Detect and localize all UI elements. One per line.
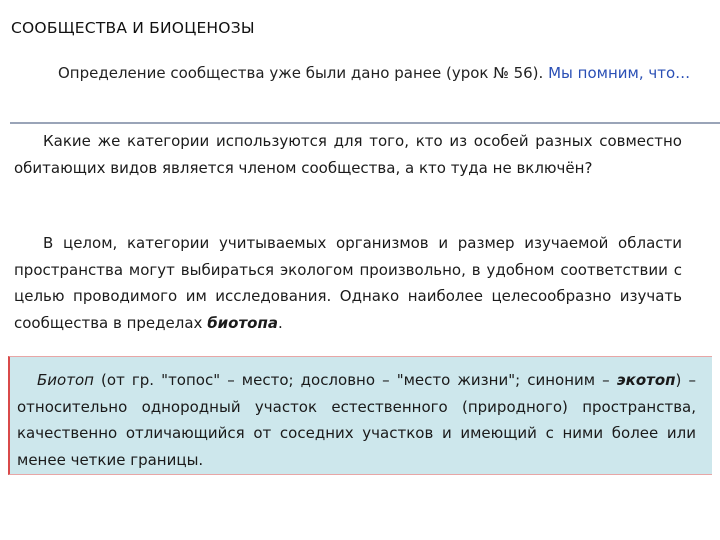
scope-end: . <box>277 313 283 332</box>
definition-part2: ) – относительно однородный участок естественного (природного) пространства, качественно отличающийся от соседних участков и имеющий с ними более или менее четкие границы. <box>17 371 696 469</box>
slide-title: СООБЩЕСТВА И БИОЦЕНОЗЫ <box>11 19 255 37</box>
definition-part1: (от гр. "топос" – место; дословно – "место жизни"; синоним – <box>101 371 610 389</box>
definition-synonym: экотоп <box>616 371 676 389</box>
intro-paragraph <box>14 60 704 86</box>
definition-term: Биотоп <box>37 371 94 389</box>
question-text: Какие же категории используются для того, кто из особей разных совместно обитающих видов является членом сообщества, а кто туда не включён? <box>14 132 682 177</box>
scope-text: В целом, категории учитываемых организмов и размер изучаемой области пространства могут выбираться экологом произвольно, в удобном соответствии с целью проводимого им исследования. Однако наиболее целесообразно изучать сообщества в пределах <box>14 234 682 332</box>
scope-paragraph <box>14 230 682 336</box>
definition-text <box>17 367 696 473</box>
question-paragraph <box>14 128 682 181</box>
intro-text: Определение сообщества уже были дано ранее (урок № 56). <box>58 64 544 82</box>
intro-highlight: Мы помним, что… <box>548 64 691 82</box>
biotope-term: биотопа <box>207 313 278 332</box>
divider-line <box>10 122 720 124</box>
